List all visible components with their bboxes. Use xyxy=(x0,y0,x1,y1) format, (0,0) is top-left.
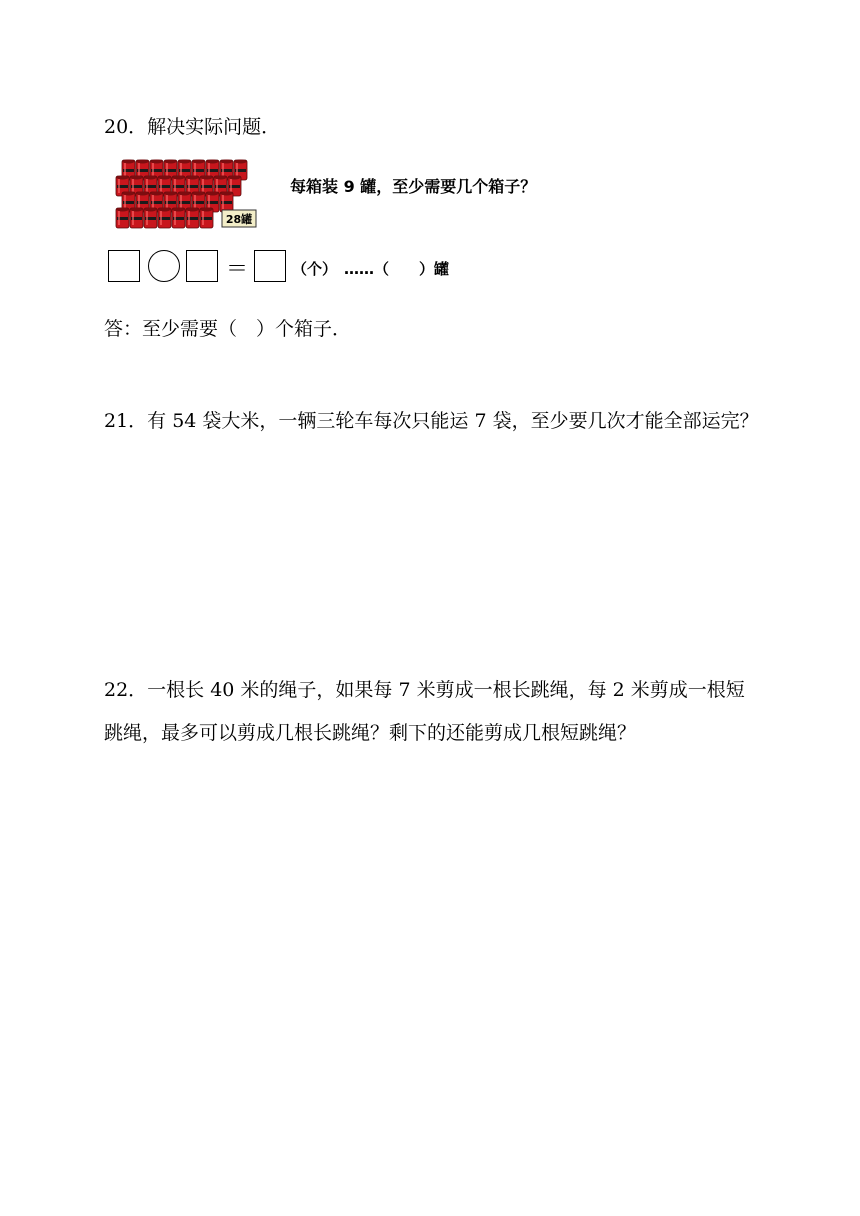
can-icon xyxy=(130,208,143,229)
question-22-text-line2: 跳绳，最多可以剪成几根长跳绳？剩下的还能剪成几根短跳绳？ xyxy=(104,722,637,744)
can-icon xyxy=(144,208,157,229)
can-icon xyxy=(200,208,213,229)
dividend-box[interactable] xyxy=(108,250,140,282)
remainder-blank[interactable]: ……（ ）罐 xyxy=(344,260,450,278)
question-21-text: 21．有 54 袋大米，一辆三轮车每次只能运 7 袋，至少要几次才能全部运完？ xyxy=(104,410,759,432)
quantity-tag-label: 28罐 xyxy=(225,213,253,226)
division-equation xyxy=(108,250,508,284)
question-20-figure xyxy=(112,154,552,232)
can-icon xyxy=(220,192,233,213)
can-icon xyxy=(158,208,171,229)
divisor-box[interactable] xyxy=(186,250,218,282)
operator-circle[interactable] xyxy=(148,250,180,282)
question-22-text-line1: 22．一根长 40 米的绳子，如果每 7 米剪成一根长跳绳，每 2 米剪成一根短 xyxy=(104,679,745,701)
can-icon xyxy=(186,208,199,229)
question-20-prompt: 每箱装 9 罐，至少需要几个箱子？ xyxy=(290,177,537,196)
question-20-title: 20．解决实际问题． xyxy=(104,116,281,138)
question-20-answer[interactable]: 答：至少需要（ ）个箱子． xyxy=(104,318,352,340)
equals-sign: ＝ xyxy=(226,257,249,282)
quotient-unit: （个） xyxy=(292,260,338,278)
quotient-box[interactable] xyxy=(254,250,286,282)
can-icon xyxy=(116,208,129,229)
cans-illustration xyxy=(112,154,262,232)
can-icon xyxy=(172,208,185,229)
